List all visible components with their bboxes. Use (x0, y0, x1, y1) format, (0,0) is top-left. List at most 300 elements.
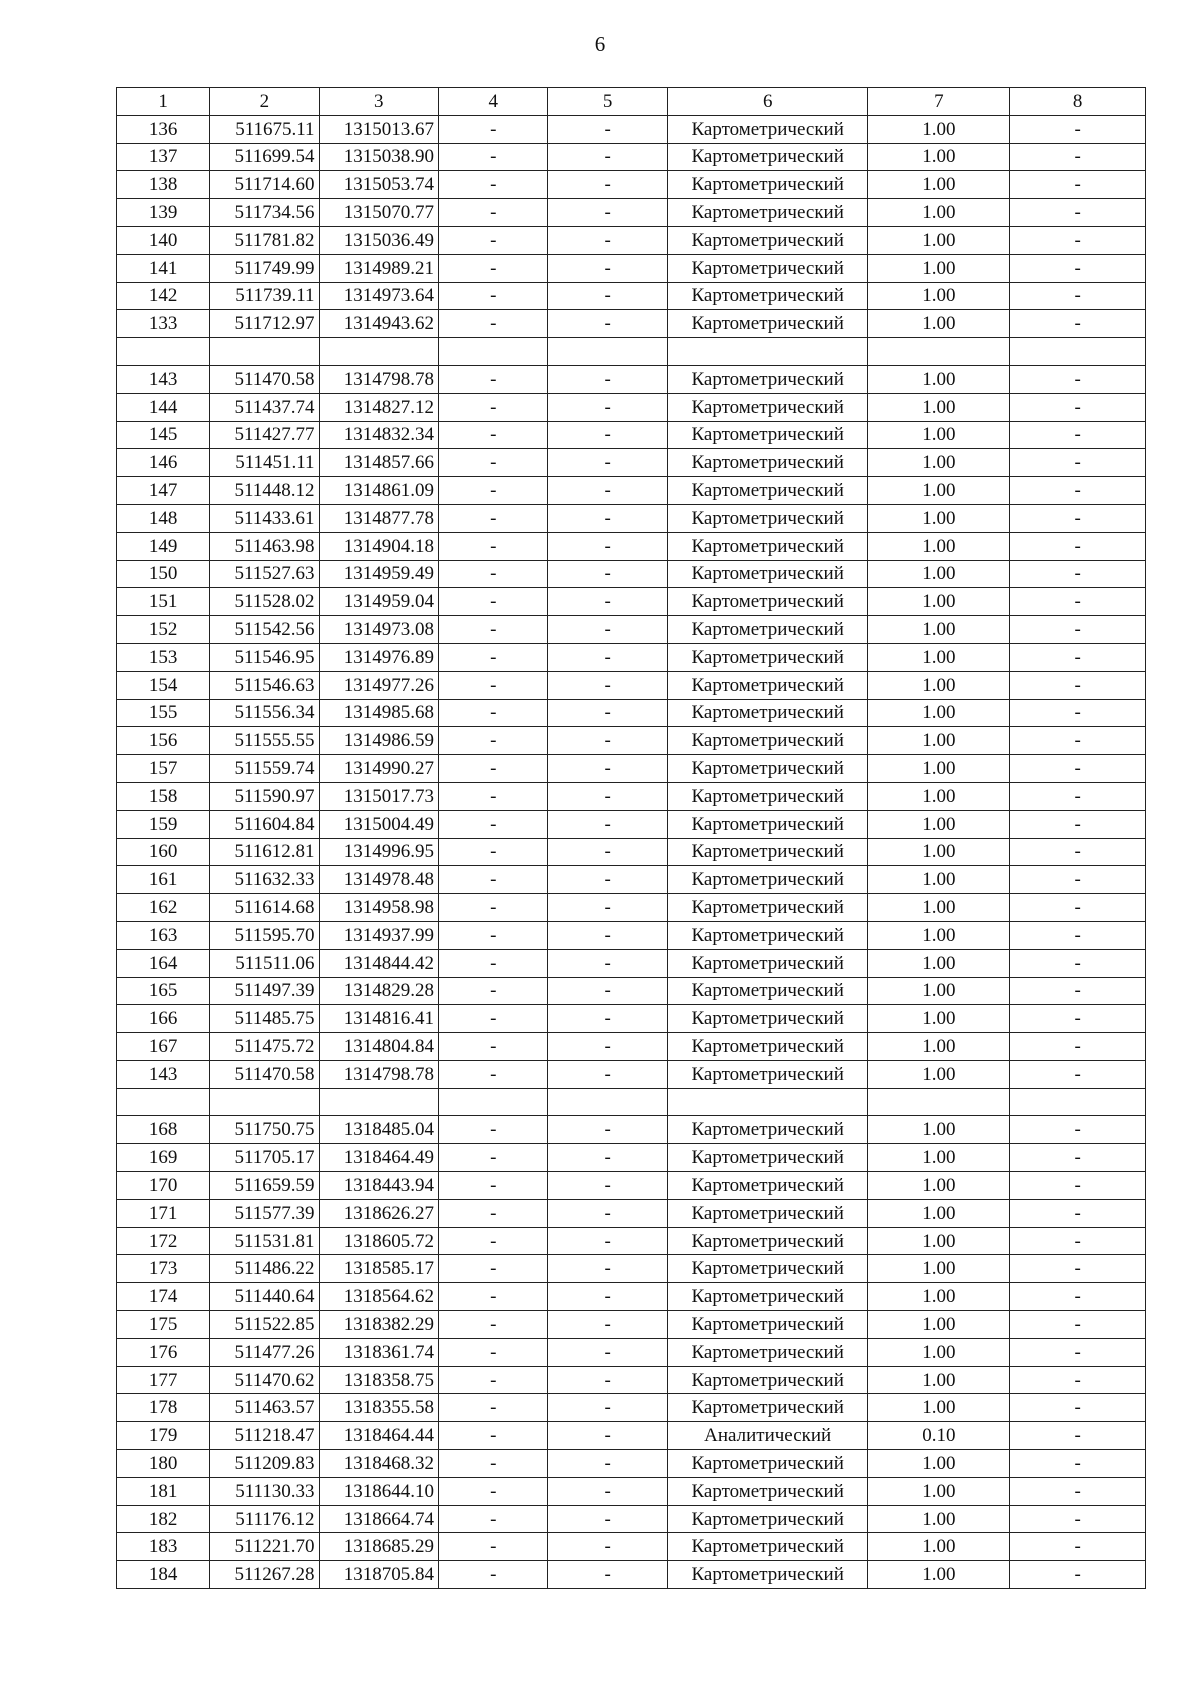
col4-cell: - (439, 1116, 548, 1144)
col5-cell: - (548, 699, 668, 727)
method-cell: Картометрический (667, 782, 868, 810)
col5-cell: - (548, 449, 668, 477)
method-cell: Картометрический (667, 1283, 868, 1311)
table-row (117, 143, 1146, 171)
col5-cell: - (548, 1227, 668, 1255)
col8-cell: - (1010, 143, 1146, 171)
y-coordinate-cell: 1314989.21 (319, 254, 439, 282)
y-coordinate-cell: 1318644.10 (319, 1477, 439, 1505)
x-coordinate-cell (210, 338, 319, 366)
y-coordinate-cell: 1318355.58 (319, 1394, 439, 1422)
accuracy-cell: 1.00 (868, 1005, 1010, 1033)
point-number-cell: 146 (117, 449, 210, 477)
y-coordinate-cell: 1314861.09 (319, 477, 439, 505)
point-number-cell: 179 (117, 1422, 210, 1450)
x-coordinate-cell: 511176.12 (210, 1505, 319, 1533)
col5-cell: - (548, 1477, 668, 1505)
point-number-cell: 181 (117, 1477, 210, 1505)
col8-cell: - (1010, 1477, 1146, 1505)
x-coordinate-cell: 511555.55 (210, 727, 319, 755)
accuracy-cell: 1.00 (868, 1450, 1010, 1478)
accuracy-cell: 1.00 (868, 1227, 1010, 1255)
accuracy-cell: 1.00 (868, 1033, 1010, 1061)
point-number-cell: 183 (117, 1533, 210, 1561)
col4-cell: - (439, 1172, 548, 1200)
col8-cell: - (1010, 532, 1146, 560)
col4-cell: - (439, 1060, 548, 1088)
y-coordinate-cell: 1314985.68 (319, 699, 439, 727)
col8-cell: - (1010, 1311, 1146, 1339)
method-cell: Картометрический (667, 1255, 868, 1283)
col8-cell: - (1010, 1338, 1146, 1366)
column-header-8: 8 (1010, 88, 1146, 116)
table-row (117, 115, 1146, 143)
y-coordinate-cell: 1314829.28 (319, 977, 439, 1005)
x-coordinate-cell: 511527.63 (210, 560, 319, 588)
col5-cell: - (548, 171, 668, 199)
method-cell: Картометрический (667, 560, 868, 588)
col4-cell: - (439, 1033, 548, 1061)
x-coordinate-cell: 511477.26 (210, 1338, 319, 1366)
accuracy-cell: 1.00 (868, 699, 1010, 727)
col5-cell: - (548, 1338, 668, 1366)
method-cell (667, 1088, 868, 1116)
col5-cell: - (548, 1172, 668, 1200)
accuracy-cell: 1.00 (868, 1561, 1010, 1589)
table-row (117, 504, 1146, 532)
accuracy-cell: 1.00 (868, 866, 1010, 894)
col5-cell: - (548, 866, 668, 894)
col5-cell: - (548, 1366, 668, 1394)
table-row (117, 254, 1146, 282)
accuracy-cell: 1.00 (868, 143, 1010, 171)
point-number-cell: 156 (117, 727, 210, 755)
y-coordinate-cell: 1315013.67 (319, 115, 439, 143)
point-number-cell: 182 (117, 1505, 210, 1533)
point-number-cell: 178 (117, 1394, 210, 1422)
method-cell: Картометрический (667, 1116, 868, 1144)
col5-cell: - (548, 949, 668, 977)
col5-cell: - (548, 810, 668, 838)
x-coordinate-cell: 511675.11 (210, 115, 319, 143)
point-number-cell: 169 (117, 1144, 210, 1172)
table-row (117, 894, 1146, 922)
accuracy-cell: 1.00 (868, 171, 1010, 199)
col8-cell: - (1010, 1116, 1146, 1144)
col8-cell: - (1010, 671, 1146, 699)
method-cell: Картометрический (667, 282, 868, 310)
col8-cell: - (1010, 1227, 1146, 1255)
col8-cell: - (1010, 226, 1146, 254)
method-cell: Картометрический (667, 838, 868, 866)
x-coordinate-cell: 511433.61 (210, 504, 319, 532)
accuracy-cell: 1.00 (868, 1283, 1010, 1311)
col4-cell: - (439, 421, 548, 449)
col5-cell: - (548, 1033, 668, 1061)
table-row (117, 755, 1146, 783)
accuracy-cell (868, 338, 1010, 366)
y-coordinate-cell: 1315053.74 (319, 171, 439, 199)
col4-cell: - (439, 1477, 548, 1505)
x-coordinate-cell: 511604.84 (210, 810, 319, 838)
point-number-cell: 158 (117, 782, 210, 810)
y-coordinate-cell: 1314798.78 (319, 365, 439, 393)
accuracy-cell: 1.00 (868, 393, 1010, 421)
table-row (117, 1199, 1146, 1227)
table-row (117, 310, 1146, 338)
accuracy-cell: 1.00 (868, 1338, 1010, 1366)
method-cell: Картометрический (667, 977, 868, 1005)
col8-cell (1010, 338, 1146, 366)
table-row (117, 699, 1146, 727)
point-number-cell: 161 (117, 866, 210, 894)
col8-cell: - (1010, 894, 1146, 922)
col5-cell (548, 338, 668, 366)
accuracy-cell: 1.00 (868, 1116, 1010, 1144)
y-coordinate-cell: 1318464.44 (319, 1422, 439, 1450)
x-coordinate-cell: 511475.72 (210, 1033, 319, 1061)
col4-cell: - (439, 449, 548, 477)
col8-cell: - (1010, 616, 1146, 644)
col8-cell: - (1010, 755, 1146, 783)
col8-cell: - (1010, 782, 1146, 810)
y-coordinate-cell: 1318443.94 (319, 1172, 439, 1200)
x-coordinate-cell: 511577.39 (210, 1199, 319, 1227)
point-number-cell: 137 (117, 143, 210, 171)
col5-cell: - (548, 282, 668, 310)
y-coordinate-cell: 1318464.49 (319, 1144, 439, 1172)
table-row (117, 532, 1146, 560)
col8-cell: - (1010, 365, 1146, 393)
point-number-cell: 139 (117, 199, 210, 227)
x-coordinate-cell: 511427.77 (210, 421, 319, 449)
point-number-cell: 175 (117, 1311, 210, 1339)
col4-cell: - (439, 643, 548, 671)
x-coordinate-cell: 511632.33 (210, 866, 319, 894)
col4-cell: - (439, 1311, 548, 1339)
y-coordinate-cell: 1314973.64 (319, 282, 439, 310)
col4-cell: - (439, 477, 548, 505)
col5-cell: - (548, 365, 668, 393)
col4-cell: - (439, 226, 548, 254)
col4-cell: - (439, 1450, 548, 1478)
col5-cell: - (548, 1005, 668, 1033)
point-number-cell: 157 (117, 755, 210, 783)
point-number-cell: 136 (117, 115, 210, 143)
table-row (117, 1283, 1146, 1311)
point-number-cell: 143 (117, 365, 210, 393)
col4-cell: - (439, 1422, 548, 1450)
accuracy-cell: 1.00 (868, 727, 1010, 755)
y-coordinate-cell: 1318685.29 (319, 1533, 439, 1561)
col8-cell: - (1010, 866, 1146, 894)
y-coordinate-cell: 1314943.62 (319, 310, 439, 338)
point-number-cell: 163 (117, 921, 210, 949)
col4-cell: - (439, 838, 548, 866)
col8-cell: - (1010, 1283, 1146, 1311)
col8-cell: - (1010, 1394, 1146, 1422)
method-cell: Картометрический (667, 393, 868, 421)
method-cell: Картометрический (667, 365, 868, 393)
method-cell: Картометрический (667, 1199, 868, 1227)
method-cell: Картометрический (667, 866, 868, 894)
table-row (117, 171, 1146, 199)
col4-cell: - (439, 699, 548, 727)
y-coordinate-cell: 1318358.75 (319, 1366, 439, 1394)
method-cell: Картометрический (667, 1311, 868, 1339)
x-coordinate-cell: 511739.11 (210, 282, 319, 310)
col8-cell: - (1010, 560, 1146, 588)
accuracy-cell: 1.00 (868, 810, 1010, 838)
x-coordinate-cell: 511699.54 (210, 143, 319, 171)
col5-cell: - (548, 254, 668, 282)
col4-cell: - (439, 755, 548, 783)
accuracy-cell: 1.00 (868, 365, 1010, 393)
method-cell: Картометрический (667, 504, 868, 532)
x-coordinate-cell: 511556.34 (210, 699, 319, 727)
accuracy-cell: 1.00 (868, 1060, 1010, 1088)
col4-cell: - (439, 254, 548, 282)
col8-cell: - (1010, 421, 1146, 449)
col8-cell: - (1010, 1172, 1146, 1200)
accuracy-cell: 1.00 (868, 560, 1010, 588)
point-number-cell: 164 (117, 949, 210, 977)
col5-cell: - (548, 782, 668, 810)
point-number-cell: 174 (117, 1283, 210, 1311)
method-cell: Картометрический (667, 171, 868, 199)
accuracy-cell: 1.00 (868, 254, 1010, 282)
col4-cell: - (439, 1394, 548, 1422)
col5-cell: - (548, 1311, 668, 1339)
y-coordinate-cell: 1314798.78 (319, 1060, 439, 1088)
accuracy-cell: 1.00 (868, 1255, 1010, 1283)
x-coordinate-cell: 511705.17 (210, 1144, 319, 1172)
col5-cell: - (548, 1060, 668, 1088)
accuracy-cell: 1.00 (868, 643, 1010, 671)
point-number-cell: 147 (117, 477, 210, 505)
y-coordinate-cell: 1318382.29 (319, 1311, 439, 1339)
col4-cell: - (439, 1255, 548, 1283)
col5-cell: - (548, 727, 668, 755)
col5-cell: - (548, 1255, 668, 1283)
y-coordinate-cell: 1314937.99 (319, 921, 439, 949)
col8-cell: - (1010, 1033, 1146, 1061)
x-coordinate-cell: 511659.59 (210, 1172, 319, 1200)
col5-cell: - (548, 838, 668, 866)
y-coordinate-cell: 1314877.78 (319, 504, 439, 532)
y-coordinate-cell (319, 1088, 439, 1116)
table-row (117, 727, 1146, 755)
col4-cell: - (439, 1561, 548, 1589)
x-coordinate-cell: 511559.74 (210, 755, 319, 783)
point-number-cell: 177 (117, 1366, 210, 1394)
y-coordinate-cell: 1318485.04 (319, 1116, 439, 1144)
method-cell: Картометрический (667, 1394, 868, 1422)
col5-cell: - (548, 1144, 668, 1172)
accuracy-cell: 1.00 (868, 894, 1010, 922)
col8-cell: - (1010, 643, 1146, 671)
point-number-cell: 142 (117, 282, 210, 310)
col5-cell (548, 1088, 668, 1116)
col4-cell: - (439, 1366, 548, 1394)
col8-cell: - (1010, 1060, 1146, 1088)
column-header-4: 4 (439, 88, 548, 116)
y-coordinate-cell: 1315070.77 (319, 199, 439, 227)
method-cell: Картометрический (667, 310, 868, 338)
col5-cell: - (548, 226, 668, 254)
accuracy-cell: 1.00 (868, 588, 1010, 616)
y-coordinate-cell: 1314827.12 (319, 393, 439, 421)
x-coordinate-cell: 511470.58 (210, 1060, 319, 1088)
method-cell: Картометрический (667, 755, 868, 783)
table-row (117, 365, 1146, 393)
col5-cell: - (548, 393, 668, 421)
method-cell: Картометрический (667, 421, 868, 449)
col4-cell: - (439, 143, 548, 171)
accuracy-cell: 1.00 (868, 1172, 1010, 1200)
x-coordinate-cell: 511546.63 (210, 671, 319, 699)
y-coordinate-cell: 1314959.49 (319, 560, 439, 588)
col5-cell: - (548, 921, 668, 949)
col4-cell: - (439, 782, 548, 810)
method-cell: Картометрический (667, 1144, 868, 1172)
col8-cell: - (1010, 1422, 1146, 1450)
x-coordinate-cell: 511714.60 (210, 171, 319, 199)
col4-cell: - (439, 616, 548, 644)
col4-cell: - (439, 1199, 548, 1227)
col8-cell: - (1010, 504, 1146, 532)
y-coordinate-cell: 1318564.62 (319, 1283, 439, 1311)
col5-cell: - (548, 1561, 668, 1589)
col8-cell (1010, 1088, 1146, 1116)
col8-cell: - (1010, 1199, 1146, 1227)
y-coordinate-cell: 1314986.59 (319, 727, 439, 755)
col4-cell: - (439, 1533, 548, 1561)
point-number-cell: 140 (117, 226, 210, 254)
method-cell: Картометрический (667, 949, 868, 977)
accuracy-cell: 1.00 (868, 1533, 1010, 1561)
x-coordinate-cell: 511451.11 (210, 449, 319, 477)
col5-cell: - (548, 421, 668, 449)
col8-cell: - (1010, 838, 1146, 866)
col8-cell: - (1010, 254, 1146, 282)
x-coordinate-cell: 511485.75 (210, 1005, 319, 1033)
col8-cell: - (1010, 199, 1146, 227)
method-cell: Аналитический (667, 1422, 868, 1450)
point-number-cell: 145 (117, 421, 210, 449)
y-coordinate-cell: 1314976.89 (319, 643, 439, 671)
x-coordinate-cell: 511712.97 (210, 310, 319, 338)
point-number-cell: 170 (117, 1172, 210, 1200)
col5-cell: - (548, 115, 668, 143)
accuracy-cell: 1.00 (868, 1366, 1010, 1394)
col5-cell: - (548, 616, 668, 644)
x-coordinate-cell: 511522.85 (210, 1311, 319, 1339)
y-coordinate-cell: 1314804.84 (319, 1033, 439, 1061)
col4-cell: - (439, 866, 548, 894)
col5-cell: - (548, 1422, 668, 1450)
table-row (117, 1505, 1146, 1533)
table-row (117, 421, 1146, 449)
col5-cell: - (548, 1394, 668, 1422)
point-number-cell: 160 (117, 838, 210, 866)
point-number-cell: 150 (117, 560, 210, 588)
y-coordinate-cell: 1314978.48 (319, 866, 439, 894)
x-coordinate-cell: 511511.06 (210, 949, 319, 977)
accuracy-cell: 1.00 (868, 477, 1010, 505)
accuracy-cell: 1.00 (868, 921, 1010, 949)
x-coordinate-cell: 511218.47 (210, 1422, 319, 1450)
accuracy-cell: 1.00 (868, 199, 1010, 227)
point-number-cell: 151 (117, 588, 210, 616)
accuracy-cell: 1.00 (868, 838, 1010, 866)
col4-cell: - (439, 588, 548, 616)
point-number-cell: 167 (117, 1033, 210, 1061)
y-coordinate-cell: 1314959.04 (319, 588, 439, 616)
method-cell: Картометрический (667, 588, 868, 616)
col4-cell: - (439, 921, 548, 949)
coordinates-table (116, 87, 1146, 1589)
y-coordinate-cell: 1318605.72 (319, 1227, 439, 1255)
x-coordinate-cell: 511486.22 (210, 1255, 319, 1283)
separator-row (117, 1088, 1146, 1116)
method-cell: Картометрический (667, 1005, 868, 1033)
accuracy-cell: 1.00 (868, 532, 1010, 560)
method-cell: Картометрический (667, 449, 868, 477)
col5-cell: - (548, 643, 668, 671)
method-cell: Картометрический (667, 810, 868, 838)
col4-cell: - (439, 1227, 548, 1255)
accuracy-cell: 1.00 (868, 616, 1010, 644)
col8-cell: - (1010, 727, 1146, 755)
point-number-cell (117, 1088, 210, 1116)
table-row (117, 1033, 1146, 1061)
point-number-cell: 152 (117, 616, 210, 644)
col8-cell: - (1010, 115, 1146, 143)
col4-cell: - (439, 1283, 548, 1311)
col4-cell: - (439, 1505, 548, 1533)
x-coordinate-cell: 511749.99 (210, 254, 319, 282)
x-coordinate-cell: 511470.62 (210, 1366, 319, 1394)
col4-cell: - (439, 365, 548, 393)
method-cell: Картометрический (667, 1338, 868, 1366)
method-cell: Картометрический (667, 1450, 868, 1478)
y-coordinate-cell: 1318705.84 (319, 1561, 439, 1589)
y-coordinate-cell: 1314990.27 (319, 755, 439, 783)
col8-cell: - (1010, 171, 1146, 199)
point-number-cell: 159 (117, 810, 210, 838)
method-cell: Картометрический (667, 671, 868, 699)
table-row (117, 810, 1146, 838)
col5-cell: - (548, 1505, 668, 1533)
method-cell (667, 338, 868, 366)
separator-row (117, 338, 1146, 366)
point-number-cell: 149 (117, 532, 210, 560)
point-number-cell: 168 (117, 1116, 210, 1144)
accuracy-cell: 1.00 (868, 1477, 1010, 1505)
y-coordinate-cell: 1314958.98 (319, 894, 439, 922)
col4-cell (439, 338, 548, 366)
col4-cell: - (439, 1338, 548, 1366)
accuracy-cell: 1.00 (868, 115, 1010, 143)
method-cell: Картометрический (667, 727, 868, 755)
y-coordinate-cell: 1318626.27 (319, 1199, 439, 1227)
col5-cell: - (548, 977, 668, 1005)
col4-cell: - (439, 393, 548, 421)
x-coordinate-cell: 511612.81 (210, 838, 319, 866)
col5-cell: - (548, 671, 668, 699)
column-header-1: 1 (117, 88, 210, 116)
